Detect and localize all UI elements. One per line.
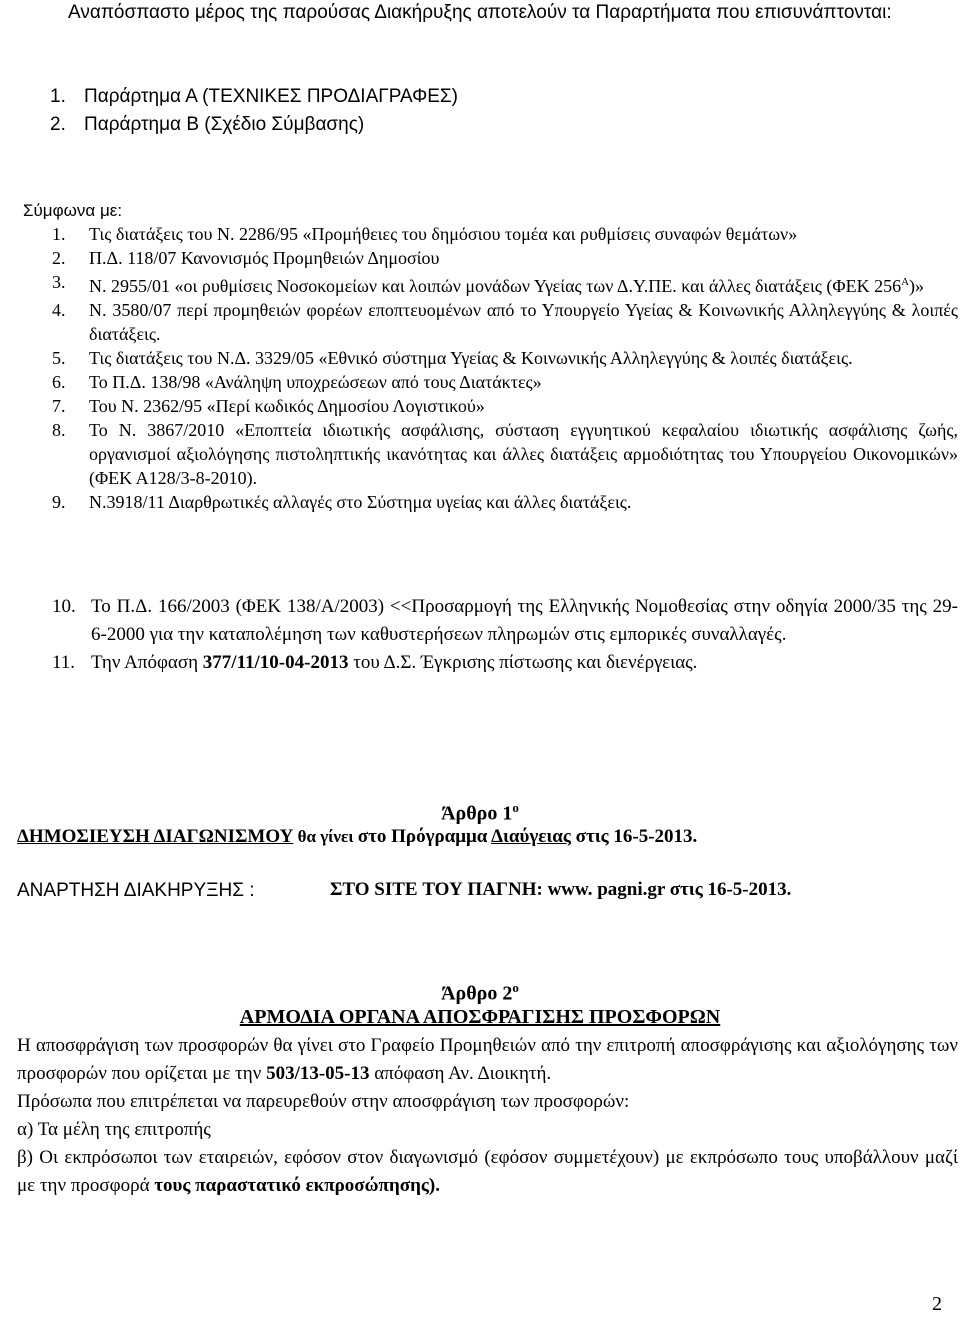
article-2-title: Άρθρο 2 bbox=[441, 982, 513, 1005]
posting-details bbox=[330, 879, 791, 901]
article-1-superscript: ο bbox=[512, 800, 519, 815]
law-text: Την Απόφαση bbox=[91, 652, 203, 673]
law-superscript: Α bbox=[901, 276, 910, 288]
law-item bbox=[0, 418, 958, 490]
legal-basis-list bbox=[0, 222, 958, 514]
law-item bbox=[0, 649, 958, 677]
law-item bbox=[0, 298, 958, 346]
law-number: 6. bbox=[52, 372, 66, 392]
law-number: 4. bbox=[52, 300, 66, 320]
law-item bbox=[0, 222, 958, 246]
publication-line bbox=[17, 826, 697, 848]
annex-text: Παράρτημα Α (ΤΕΧΝΙΚΕΣ ΠΡΟΔΙΑΓΡΑΦΕΣ) bbox=[84, 86, 458, 107]
law-text: Τις διατάξεις του Ν.Δ. 3329/05 «Εθνικό σύστημα Υγείας & Κοινωνικής Αλληλεγγύης & λοιπές διατάξεις. bbox=[89, 348, 853, 368]
law-text: Το Ν. 3867/2010 «Εποπτεία ιδιωτικής ασφάλισης, σύσταση εγγυητικού κεφαλαίου ιδιωτικής ασφάλισης ζωής, οργανισμοί αξιολόγησης πιστοληπτικής ικανότητας και άλλες διατάξεις αρμοδιότητας του Υπουργείου Οικονομικών» (ΦΕΚ Α128/3-8-2010). bbox=[89, 420, 958, 488]
paragraph-bold-text: τους παραστατικό εκπροσώπησης). bbox=[154, 1175, 440, 1196]
posting-label: ΑΝΑΡΤΗΣΗ ΔΙΑΚΗΡΥΞΗΣ : bbox=[17, 880, 255, 901]
law-text-tail: του Δ.Σ. Έγκρισης πίστωσης και διενέργειας. bbox=[348, 652, 698, 673]
decision-number: 377/11/10-04-2013 bbox=[202, 652, 349, 673]
law-text: Ν. 2955/01 «οι ρυθμίσεις Νοσοκομείων και λοιπών μονάδων Υγείας των Δ.Υ.ΠΕ. και άλλες διατάξεις (ΦΕΚ 256 bbox=[89, 276, 902, 296]
article-2-heading bbox=[0, 980, 960, 1006]
intro-text bbox=[0, 0, 950, 25]
law-text: Το Π.Δ. 138/98 «Ανάληψη υποχρεώσεων από τους Διατάκτες» bbox=[89, 372, 542, 392]
publication-tail: στο Πρόγραμμα bbox=[357, 826, 492, 847]
law-number: 3. bbox=[52, 272, 66, 292]
paragraph-text-tail: απόφαση Αν. Διοικητή. bbox=[369, 1063, 552, 1084]
article-1-heading bbox=[0, 800, 960, 826]
publication-mid: θα γίνει bbox=[293, 827, 358, 846]
annex-list bbox=[0, 83, 458, 139]
article-2-subtitle bbox=[0, 1006, 960, 1029]
article-2-paragraph: Πρόσωπα που επιτρέπεται να παρευρεθούν στην αποσφράγιση των προσφορών: bbox=[17, 1091, 630, 1112]
legal-basis-list-continued bbox=[0, 593, 958, 677]
law-number: 1. bbox=[52, 224, 66, 244]
intro-line: Αναπόσπαστο μέρος της παρούσας Διακήρυξης αποτελούν τα Παραρτήματα που επισυνάπτονται: bbox=[68, 2, 892, 23]
law-item bbox=[0, 394, 958, 418]
publication-date: στις 16-5-2013. bbox=[570, 826, 698, 847]
law-number: 10. bbox=[52, 596, 76, 617]
paragraph-text: β) Οι εκπρόσωποι των εταιρειών, εφόσον στον διαγωνισμό (εφόσον συμμετέχουν) με εκπρόσωπο τους υποβάλλουν μαζί με την προσφορά bbox=[17, 1147, 958, 1196]
law-text: Τις διατάξεις του Ν. 2286/95 «Προμήθειες του δημόσιου τομέα και ρυθμίσεις συναφών θεμάτων» bbox=[89, 224, 798, 244]
law-number: 8. bbox=[52, 420, 66, 440]
law-number: 5. bbox=[52, 348, 66, 368]
article-1-title: Άρθρο 1 bbox=[441, 802, 513, 825]
law-item bbox=[0, 370, 958, 394]
article-2-paragraph bbox=[17, 1144, 958, 1200]
article-2-superscript: ο bbox=[512, 980, 519, 995]
paragraph-text: Η αποσφράγιση των προσφορών θα γίνει στο Γραφείο Προμηθειών από την επιτροπή αποσφράγισης και αξιολόγησης των προσφορών που ορίζεται με την bbox=[17, 1035, 958, 1084]
law-text-tail: )» bbox=[909, 276, 925, 296]
law-item bbox=[0, 593, 958, 649]
law-text: Το Π.Δ. 166/2003 (ΦΕΚ 138/Α/2003) <<Προσαρμογή της Ελληνικής Νομοθεσίας στην οδηγία 2000/35 της 29-6-2000 για την καταπολέμηση των καθυστερήσεων πληρωμών στις εμπορικές συναλλαγές. bbox=[91, 596, 958, 645]
intro-paragraph bbox=[0, 0, 950, 25]
annex-item bbox=[0, 83, 458, 111]
law-text: Του Ν. 2362/95 «Περί κωδικός Δημοσίου Λογιστικού» bbox=[89, 396, 485, 416]
annex-item bbox=[0, 111, 458, 139]
law-item bbox=[0, 490, 958, 514]
page-number: 2 bbox=[932, 1293, 942, 1315]
law-number: 2. bbox=[52, 248, 66, 268]
posting-text: ΣΤΟ SITE ΤΟΥ ΠΑΓΝΗ: www. pagni.gr στις 16-5-2013. bbox=[330, 879, 792, 900]
annex-text: Παράρτημα Β (Σχέδιο Σύμβασης) bbox=[84, 114, 365, 135]
law-text: Π.Δ. 118/07 Κανονισμός Προμηθειών Δημοσίου bbox=[89, 248, 440, 268]
decision-number: 503/13-05-13 bbox=[266, 1063, 370, 1084]
article-2-body bbox=[17, 1032, 958, 1200]
law-item bbox=[0, 246, 958, 270]
annex-number: 2. bbox=[50, 114, 66, 135]
law-text: Ν.3918/11 Διαρθρωτικές αλλαγές στο Σύστημα υγείας και άλλες διατάξεις. bbox=[89, 492, 632, 512]
law-number: 9. bbox=[52, 492, 66, 512]
article-2-subtitle-text: ΑΡΜΟΔΙΑ ΟΡΓΑΝΑ ΑΠΟΣΦΡΑΓΙΣΗΣ ΠΡΟΣΦΟΡΩΝ bbox=[239, 1006, 721, 1028]
law-item bbox=[0, 346, 958, 370]
annex-number: 1. bbox=[50, 86, 66, 107]
article-2-paragraph: α) Τα μέλη της επιτροπής bbox=[17, 1119, 211, 1140]
publication-diavgeia: Διαύγειας bbox=[491, 826, 571, 847]
law-text: Ν. 3580/07 περί προμηθειών φορέων εποπτευομένων από το Υπουργείο Υγείας & Κοινωνικής Αλληλεγγύης & λοιπές διατάξεις. bbox=[89, 300, 958, 344]
law-number: 11. bbox=[52, 652, 76, 673]
law-item bbox=[0, 270, 958, 298]
legal-basis-lead: Σύμφωνα με: bbox=[23, 201, 123, 220]
article-2-paragraph bbox=[17, 1032, 958, 1088]
publication-label: ΔΗΜΟΣΙΕΥΣΗ ΔΙΑΓΩΝΙΣΜΟΥ bbox=[17, 826, 294, 847]
law-number: 7. bbox=[52, 396, 66, 416]
posting-line bbox=[17, 880, 255, 902]
